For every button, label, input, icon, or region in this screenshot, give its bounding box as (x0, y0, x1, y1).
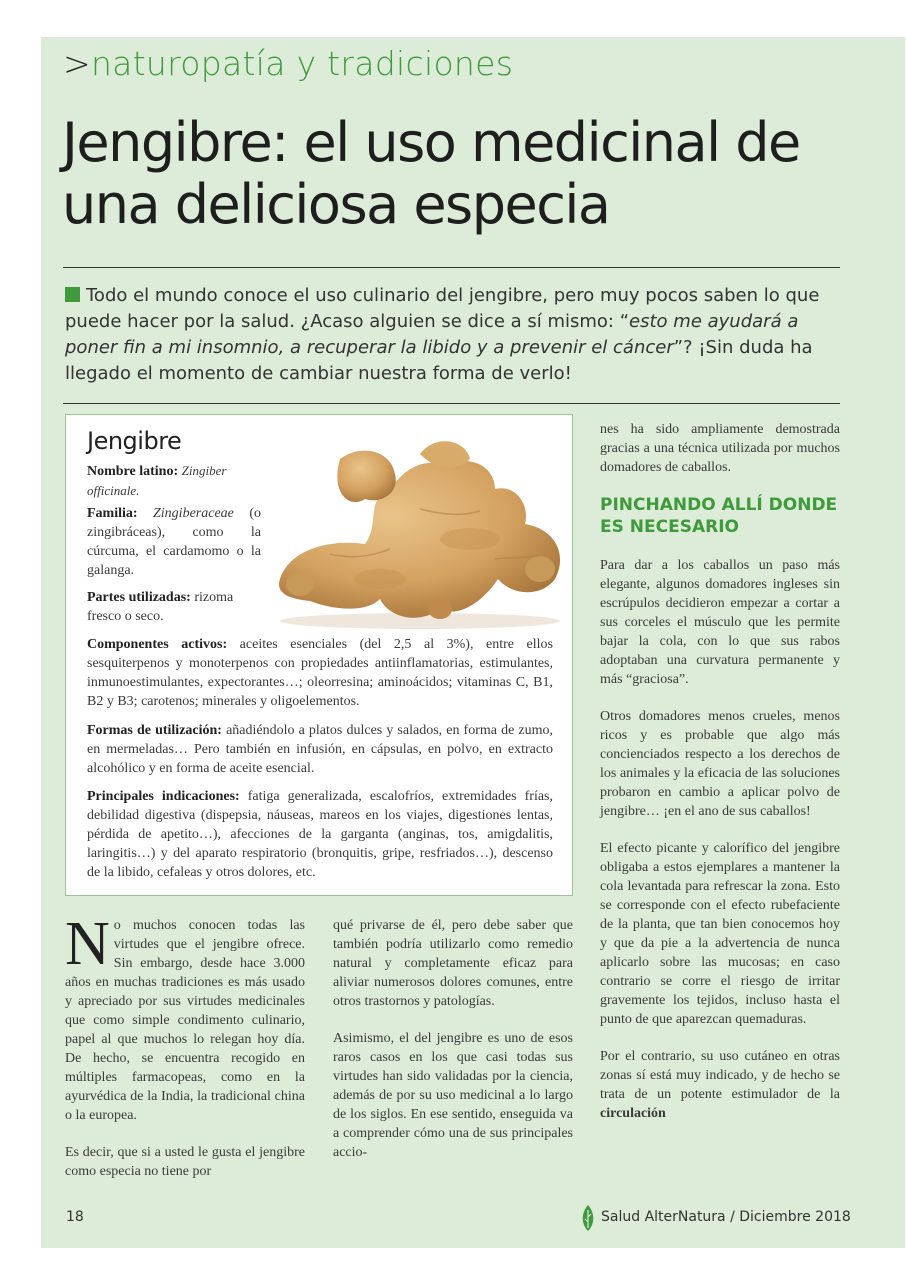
green-square-icon (65, 287, 80, 302)
paragraph: Para dar a los caballos un paso más elegante, algunos domadores ingleses sin escrúpulos decidieron empezar a cortar a sus corceles el músculo que les permite bajar la cola, con lo que sus rabos adoptaban una curvatura permanente y más “graciosa”. (600, 558, 840, 687)
latin-name: Nombre latino: Zingiber officinale. (87, 463, 227, 498)
drop-cap: N (65, 910, 110, 978)
divider-top (63, 267, 840, 268)
publication-credit: Salud AlterNatura / Diciembre 2018 (601, 1209, 851, 1225)
fact-box-title: Jengibre (87, 427, 182, 455)
paragraph: No muchos conocen todas las virtudes que el jengibre ofrece. Sin embargo, desde hace 3.000 años en muchas tradiciones es más usado y apreciado por sus virtudes medicinales que como simple condimento culinario, papel al que muchos lo relegan hoy día. De hecho, se encuentra recogido en múltiples farmacopeas, como en la ayurvédica de la India, la tradicional china o la europea. (65, 910, 305, 1123)
subheading: PINCHANDO ALLÍ DONDE ES NECESARIO (600, 495, 838, 537)
paragraph: Es decir, que si a usted le gusta el jengibre como especia no tiene por (65, 1145, 305, 1179)
column-3-top (600, 420, 840, 495)
column-1 (65, 910, 305, 1199)
fact-box (65, 414, 573, 896)
column-3 (600, 556, 840, 1141)
leaf-logo-icon (580, 1204, 596, 1232)
lead-paragraph: Todo el mundo conoce el uso culinario del jengibre, pero muy pocos saben lo que puede hacer por la salud. ¿Acaso alguien se dice a sí mismo: “esto me ayudará a poner fin a mi insomnio, a recuperar la libido y a prevenir el cáncer”? ¡Sin duda ha llegado el momento de cambiar nuestra forma de verlo! (65, 285, 820, 384)
paragraph: Por el contrario, su uso cutáneo en otras zonas sí está muy indicado, y de hecho se trata de un potente estimulador de la circulación (600, 1049, 840, 1121)
page-number: 18 (66, 1209, 84, 1225)
active-components: Componentes activos: aceites esenciales (del 2,5 al 3%), entre ellos sesquiterpenos y monoterpenos con propiedades antiinflamatorias, estimulantes, inmunoestimulantes, expectorantes…; oleorresina; aminoácidos; vitaminas C, B1, B2 y B3; carotenos; minerales y oligoelementos. (87, 637, 554, 709)
paragraph: Otros domadores menos crueles, menos ricos y es probable que algo más concienciados respecto a los derechos de los animales y la eficacia de las soluciones probaron en cambio a aplicar polvo de jengibre… ¡en el ano de sus caballos! (600, 709, 840, 819)
main-indications: Principales indicaciones: fatiga generalizada, escalofríos, extremidades frías, debilidad digestiva (dispepsia, náuseas, mareos en los viajes, digestiones lentas, pérdida de apetito…), afecciones de la garganta (anginas, tos, amigdalitis, laringitis…) y del aparato respiratorio (bronquitis, gripe, resfriados…), descenso de la libido, cefaleas y otros dolores, etc. (87, 789, 554, 880)
ginger-root-image (270, 429, 570, 631)
parts-used: Partes utilizadas: rizoma fresco o seco. (87, 590, 234, 624)
paragraph: El efecto picante y calorífico del jengibre obligaba a estos ejemplares a mantener la cola levantada para refrescar la zona. Esto se corresponde con el efecto rubefaciente de la planta, que tan bien conocemos hoy y que da pie a la advertencia de nunca aplicarlo sobre las mucosas; en caso contrario se corre el riesgo de irritar gravemente los tejidos, incluso hasta el punto de que aparezcan quemaduras. (600, 841, 840, 1027)
paragraph: nes ha sido ampliamente demostrada gracias a una técnica utilizada por muchos domadores de caballos. (600, 422, 840, 475)
paragraph: Asimismo, el del jengibre es uno de esos raros casos en los que casi todas sus virtudes han sido validadas por la ciencia, además de por su uso medicinal a lo largo de los siglos. En ese sentido, enseguida va a comprender cómo una de sus principales accio- (333, 1031, 573, 1160)
column-2 (333, 916, 573, 1180)
section-prefix: > (63, 44, 91, 83)
usage-forms: Formas de utilización: añadiéndolo a platos dulces y salados, en forma de zumo, en mermeladas… Pero también en infusión, en cápsulas, en polvo, en extracto alcohólico y en forma de aceite esencial. (87, 723, 554, 776)
divider-bottom (63, 403, 840, 404)
paragraph: qué privarse de él, pero debe saber que también podría utilizarlo como remedio natural y completamente eficaz para aliviar numerosos dolores comunes, entre otros trastornos y patologías. (333, 918, 573, 1009)
family: Familia: Zingiberaceae (o zingibráceas), como la cúrcuma, el cardamomo o la galanga. (87, 506, 261, 578)
section-heading (63, 44, 513, 83)
section-name: naturopatía y tradiciones (90, 44, 514, 83)
article-title: Jengibre: el uso medicinal de una deliciosa especia (62, 111, 800, 236)
